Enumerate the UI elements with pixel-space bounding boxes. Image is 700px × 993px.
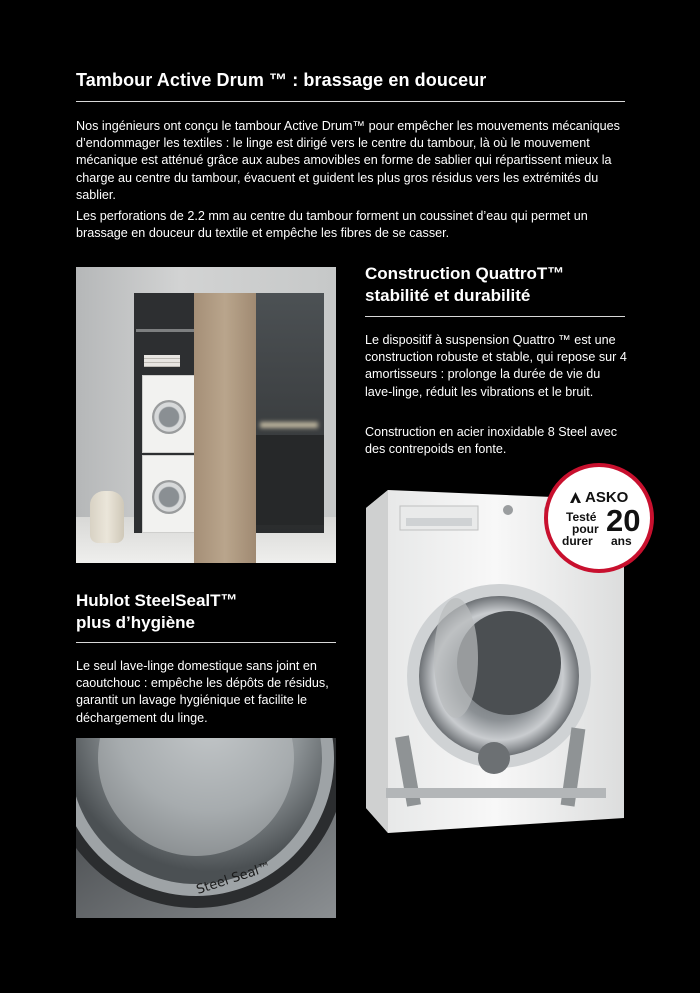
badge-word-durer: durer: [562, 534, 593, 548]
badge-unit: ans: [611, 534, 632, 548]
quattro-paragraph-1: Le dispositif à suspension Quattro ™ est une construction robuste et stable, qui repose sur 4 amortisseurs : prolonge la durée de vie du lave-linge, réduit les vibrations et le bruit.: [365, 333, 627, 399]
active-drum-paragraph-2: Les perforations de 2.2 mm au centre du tambour forment un coussinet d’eau qui permet un brassage en douceur du textile et empêche les fibres de se casser.: [76, 209, 588, 241]
asko-20-years-badge: [544, 463, 654, 573]
section-title-quattro: Construction QuattroT™ stabilité et durabilité: [365, 264, 565, 305]
steel-seal-image: [76, 738, 336, 918]
steel-seal-label: Steel Seal™: [194, 859, 274, 898]
asko-logo: ASKO: [570, 489, 628, 506]
laundry-room-image: [76, 267, 336, 563]
section-title-steelseal: Hublot SteelSealT™ plus d’hygiène: [76, 591, 238, 632]
section-title-active-drum: Tambour Active Drum ™ : brassage en douceur: [76, 70, 487, 90]
badge-word-pour: pour: [572, 522, 599, 536]
quattro-divider: [365, 316, 625, 317]
title-divider: [76, 101, 625, 102]
quattro-paragraph-2: Construction en acier inoxidable 8 Steel avec des contrepoids en fonte.: [365, 425, 618, 457]
badge-number: 20: [606, 503, 641, 538]
active-drum-paragraph-1: Nos ingénieurs ont conçu le tambour Active Drum™ pour empêcher les mouvements mécaniques d’endommager les textiles : le linge est dirigé vers le centre du tambour, là où le mouvement mécanique est atténué grâce aux aubes amovibles en forme de sablier qui répartissent mieux la charge au centre du tambour, évacuent et guident les plus gros résidus vers les extrémités du sablier.: [76, 119, 620, 202]
badge-word-teste: Testé: [566, 510, 597, 524]
steelseal-paragraph: Le seul lave-linge domestique sans joint en caoutchouc : empêche les dépôts de résidus, garantit un lavage hygiénique et facilite le déchargement du linge.: [76, 659, 329, 725]
steelseal-divider: [76, 642, 336, 643]
